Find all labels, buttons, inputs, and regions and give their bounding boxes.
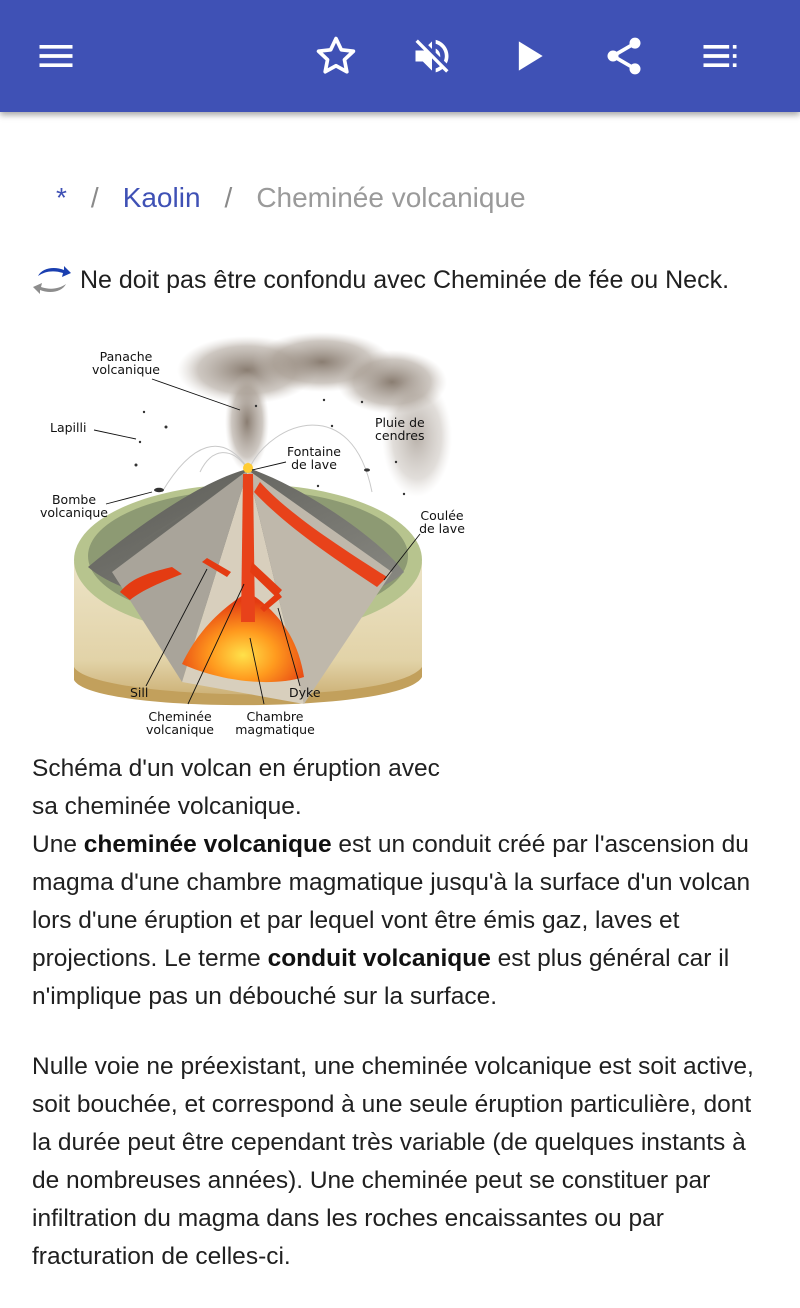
menu-button[interactable] <box>28 28 84 84</box>
article-body <box>32 826 772 1308</box>
breadcrumb <box>56 176 526 220</box>
breadcrumb-parent-link[interactable]: Kaolin <box>122 182 201 213</box>
label-pluie-2: cendres <box>375 428 425 443</box>
volcano-diagram[interactable] <box>32 322 472 744</box>
bold-term: cheminée volcanique <box>83 831 332 858</box>
disambiguation-hatnote <box>32 256 729 304</box>
bookmark-button[interactable] <box>308 28 364 84</box>
label-lapilli: Lapilli <box>50 420 87 435</box>
label-bombe-1: Bombe <box>51 492 97 507</box>
caption-line-2: sa cheminée volcanique. <box>32 793 302 820</box>
label-panache-2: volcanique <box>92 362 160 377</box>
breadcrumb-separator: / <box>90 182 99 213</box>
hatnote-text: Ne doit pas être confondu avec Cheminée de fée ou Neck. <box>80 265 730 294</box>
label-fontaine-1: Fontaine <box>287 444 341 459</box>
share-button[interactable] <box>596 28 652 84</box>
article-paragraph-2: Nulle voie ne préexistant, une cheminée volcanique est soit active, soit bouchée, et correspond à une seule éruption particulière, dont la durée peut être cependant très variable (de quelques instants à de nombreuses années). Une cheminée peut se constituer par infiltration du magma dans les roches encaissantes ou par fracturation de celles-ci. <box>32 1053 754 1270</box>
breadcrumb-root-link[interactable]: * <box>56 182 67 213</box>
label-dyke: Dyke <box>289 685 321 700</box>
label-pluie-1: Pluie de <box>375 415 425 430</box>
breadcrumb-separator: / <box>224 182 233 213</box>
label-chambre-1: Chambre <box>246 709 304 724</box>
mute-button[interactable] <box>404 28 460 84</box>
bold-term: conduit volcanique <box>267 945 491 972</box>
volcano-illustration <box>32 322 472 744</box>
contents-button[interactable] <box>692 28 748 84</box>
label-cheminee-1: Cheminée <box>148 709 212 724</box>
label-panache-1: Panache <box>99 349 153 364</box>
label-coulee-1: Coulée <box>420 508 464 523</box>
label-coulee-2: de lave <box>419 521 465 536</box>
text-run: est plus général car il n'implique pas un débouché sur la surface. <box>32 945 730 1010</box>
text-run: Une <box>32 831 84 858</box>
label-sill: Sill <box>130 685 149 700</box>
volume-off-icon <box>410 34 454 78</box>
article-paragraph-1 <box>32 826 772 1016</box>
star-icon <box>314 34 358 78</box>
label-fontaine-2: de lave <box>291 457 337 472</box>
text-run: est un conduit créé par l'ascension du magma d'une chambre magmatique jusqu'à la surface d'un volcan lors d'une éruption et par lequel vont être émis gaz, laves et projections. Le terme <box>32 831 751 972</box>
label-cheminee-2: volcanique <box>146 722 214 737</box>
label-bombe-2: volcanique <box>40 505 108 520</box>
label-chambre-2: magmatique <box>235 722 315 737</box>
app-toolbar <box>0 0 800 112</box>
playlist-icon <box>698 34 742 78</box>
disambiguation-arrows-icon <box>32 262 72 298</box>
play-icon <box>506 34 550 78</box>
share-icon <box>602 34 646 78</box>
figure-caption <box>32 750 472 826</box>
play-button[interactable] <box>500 28 556 84</box>
breadcrumb-current: Cheminée volcanique <box>256 182 526 213</box>
caption-line-1: Schéma d'un volcan en éruption avec <box>32 755 440 782</box>
menu-icon <box>34 34 78 78</box>
